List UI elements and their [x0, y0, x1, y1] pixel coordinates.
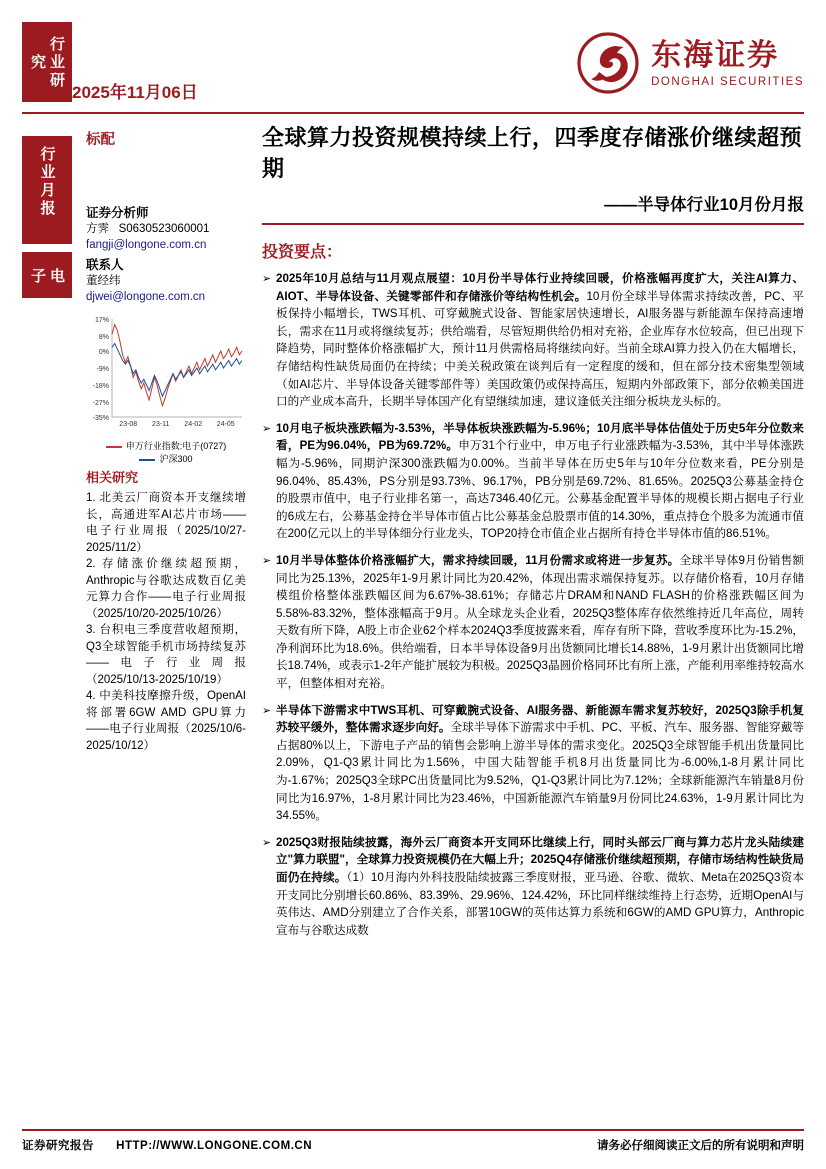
bullet-text: 申万31个行业中，申万电子行业涨跌幅为-3.53%，其中半导体涨跌幅为-5.96%，同期沪深300涨跌幅为0.00%。当前半导体在历史5年与10年分位数来看，PE分别是96.04%、85.43%，PS分别是93.73%、96.17%，PB分别是69.72%、81.65%。2025Q3公募基金持仓的股票市值中，电子行业排名第一，高达7346.40亿元。公募基金配置半导体的规模长期占据电子行业的6成左右，公募基金持仓半导体市值占比公募基金总股票市值的14.30%，重点持仓个股多为流通市值在200亿元以上的半导体细分行业龙头，TOP20持仓市值企业占据所有持仓半导体市值的86.51%。 [276, 439, 805, 541]
header-divider [22, 112, 804, 114]
legend-swatch-series-0 [106, 446, 122, 448]
list-item [262, 834, 804, 940]
sidebar-item-industry-research[interactable] [22, 22, 72, 102]
left-column [86, 128, 246, 754]
list-item[interactable]: 1. 北美云厂商资本开支继续增长，高通进军AI芯片市场——电子行业周报（2025/10/27-2025/11/2） [86, 492, 246, 554]
sidebar [22, 22, 72, 298]
bullet-text: 全球半导体9月份销售额同比为25.13%，2025年1-9月累计同比为20.42%，体现出需求端保持复苏。以存储价格看，10月存储模组价格整体涨跌幅区间为6.67%-38.61%；存储芯片DRAM和NAND FLASH的价格涨跌幅区间为5.58%-83.32%，整体涨幅高于9月。从全球龙头企业看，2025Q3整体库存依然维持近几年高位，周转天数有所下降，A股上市企业62个样本2024Q3季度披露来看，库存有所下降，营收季度环比为-15.2%，净利润环比为18.6%。供给端看，日本半导体设备9月出货额同比增长14.88%，1-9月累计出货额同比增长18.74%，或表示1-2年产能扩展较为积极。2025Q3晶圆价格同环比有所上涨，产能利用率维持较高水平，但整体相对充裕。 [276, 553, 805, 691]
sidebar-item-industry-monthly[interactable] [22, 136, 72, 244]
bullet-text: 10月份全球半导体需求持续改善，PC、平板保持小幅增长，TWS耳机、可穿戴腕式设备、智能家居快速增长，AI服务器与新能源车保持高速增长，需求在11月或将继续复苏；供给端看，尽管短期供给仍相对充裕，企业库存水位较高，但已出现下降趋势，同时整体价格涨幅扩大，预计11月供需格局将继续向好。当前全球AI算力投入仍在大幅增长，存储结构性缺货局面仍在持续；中美关税政策在谈判后有一定程度的缓和，但在部分技术密集型领域（如AI芯片、半导体设备关键零部件等）美国政策仍或保持高压，短期内外部政策下，部分依赖美国进口的产业成本高升，长期半导体国产化有望继续加速，建议逢低关注细分板块龙头标的。 [276, 289, 804, 409]
bullet-text: （1）10月海内外科技股陆续披露三季度财报，亚马逊、谷歌、微软、Meta在2025Q3资本开支同比分别增长60.86%、83.39%、29.96%、124.42%，环比同样继续维持上行态势，近期OpenAI与英伟达、AMD分别建立了合作关系，部署10GW的英伟达算力系统和6GW的AMD GPU算力，Anthropic宣布与谷歌达成数 [276, 871, 804, 937]
bullet-icon: ➢ [262, 554, 272, 567]
analyst-email[interactable]: fangji@longone.com.cn [86, 239, 207, 251]
analyst-code: S0630523060001 [118, 223, 210, 235]
contact-email[interactable]: djwei@longone.com.cn [86, 291, 206, 303]
analyst-name: 方霁 [86, 223, 109, 235]
title-divider [262, 223, 804, 225]
svg-text:8%: 8% [98, 333, 109, 341]
report-date: 2025年11月06日 [72, 83, 198, 102]
related-research-title: 相关研究 [86, 470, 139, 485]
sidebar-item-label: 行业月报 [38, 146, 56, 218]
list-item [262, 702, 804, 825]
svg-text:24-05: 24-05 [216, 421, 235, 428]
list-item [262, 270, 804, 411]
footer-divider [22, 1129, 804, 1131]
svg-text:24-02: 24-02 [184, 421, 203, 428]
donghai-logo-icon [577, 32, 639, 94]
sidebar-item-label: 电子 [29, 268, 65, 286]
company-logo [504, 24, 804, 102]
footer-left-label: 证券研究报告 [22, 1140, 94, 1152]
chart-canvas [86, 315, 246, 433]
legend-label-series-0: 申万行业指数:电子(0727) [125, 441, 227, 451]
sidebar-item-electronics[interactable] [22, 252, 72, 298]
bullet-lead: 半导体下游需求中TWS耳机、可穿戴腕式设备、AI服务器、新能源车需求复苏较好，2025Q3除手机复苏较平缓外，整体需求逐步向好。 [276, 703, 804, 735]
contact-label: 联系人 [86, 258, 124, 272]
svg-text:-18%: -18% [92, 382, 109, 390]
logo-text-en: DONGHAI SECURITIES [651, 75, 804, 88]
analyst-label: 证券分析师 [86, 206, 149, 220]
bullet-lead: 2025年10月总结与11月观点展望：10月份半导体行业持续回暖，价格涨幅再度扩大，关注AI算力、AIOT、半导体设备、关键零部件和存储涨价等结构性机会。 [276, 272, 804, 303]
svg-text:17%: 17% [94, 317, 109, 324]
bullet-icon: ➢ [262, 273, 272, 285]
svg-text:-27%: -27% [92, 399, 109, 407]
page-footer [22, 1137, 804, 1153]
page-subtitle: ——半导体行业10月份月报 [604, 196, 804, 214]
list-item[interactable]: 3. 台积电三季度营收超预期，Q3全球智能手机市场持续复苏——电子行业周报（2025/10/13-2025/10/19） [86, 624, 246, 686]
svg-text:-9%: -9% [96, 366, 109, 373]
list-item[interactable]: 2. 存储涨价继续超预期，Anthropic与谷歌达成数百亿美元算力合作——电子行业周报（2025/10/20-2025/10/26） [86, 558, 246, 620]
chart-legend [86, 440, 246, 466]
svg-text:-35%: -35% [92, 415, 109, 422]
legend-swatch-series-1 [139, 459, 155, 461]
related-research-list [86, 490, 246, 754]
bullet-lead: 10月半导体整体价格涨幅扩大，需求持续回暖，11月份需求或将进一步复苏。 [276, 553, 680, 567]
performance-chart [86, 315, 246, 464]
page-title: 全球算力投资规模持续上行，四季度存储涨价继续超预期 [262, 125, 803, 181]
bullet-lead: 10月电子板块涨跌幅为-3.53%，半导体板块涨跌幅为-5.96%；10月底半导体估值处于历史5年分位数来看，PE为96.04%，PB为69.72%。 [276, 421, 804, 453]
bullet-icon: ➢ [262, 836, 272, 849]
svg-text:23-11: 23-11 [152, 421, 170, 428]
sidebar-item-label: 行业研究 [29, 35, 65, 90]
contact-name: 董经纬 [86, 275, 121, 287]
svg-text:23-08: 23-08 [119, 421, 138, 428]
list-item [262, 420, 804, 543]
svg-text:0%: 0% [98, 349, 109, 357]
right-column [262, 122, 804, 948]
list-item [262, 552, 804, 693]
footer-url[interactable]: HTTP://WWW.LONGONE.COM.CN [116, 1140, 313, 1152]
logo-text-cn: 东海证券 [651, 38, 780, 72]
footer-disclaimer: 请务必仔细阅读正文后的所有说明和声明 [597, 1140, 804, 1152]
bullet-icon: ➢ [262, 422, 272, 435]
bullet-lead: 2025Q3财报陆续披露，海外云厂商资本开支同环比继续上行，同时头部云厂商与算力芯片龙头陆续建立"算力联盟"，全球算力投资规模仍在大幅上升；2025Q4存储涨价继续超预期，存储市场结构性缺货局面仍在持续。 [276, 835, 804, 884]
section-title: 投资要点： [262, 244, 343, 261]
bullet-icon: ➢ [262, 704, 272, 717]
investment-highlights [262, 270, 804, 939]
legend-label-series-1: 沪深300 [159, 454, 193, 464]
rating-badge: 标配 [86, 132, 115, 148]
list-item[interactable]: 4. 中美科技摩擦升级，OpenAI将部署6GW AMD GPU算力——电子行业周报（2025/10/6-2025/10/12） [86, 690, 246, 752]
bullet-text: 全球半导体下游需求中手机、PC、平板、汽车、服务器、智能穿戴等占据80%以上，下游电子产品的销售会影响上游半导体的需求变化。2025Q3全球智能手机出货量同比2.09%，Q1-Q3累计同比为1.56%，中国大陆智能手机8月出货量同比为-6.00%,1-8月累计同比为-1.67%；2025Q3全球PC出货量同比为9.52%，Q1-Q3累计同比为7.12%；全球新能源汽车销量8月份同比为16.97%，1-8月累计同比为23.46%，中国新能源汽车销量9月份同比24.63%，1-9月累计同比为34.55%。 [276, 721, 804, 823]
